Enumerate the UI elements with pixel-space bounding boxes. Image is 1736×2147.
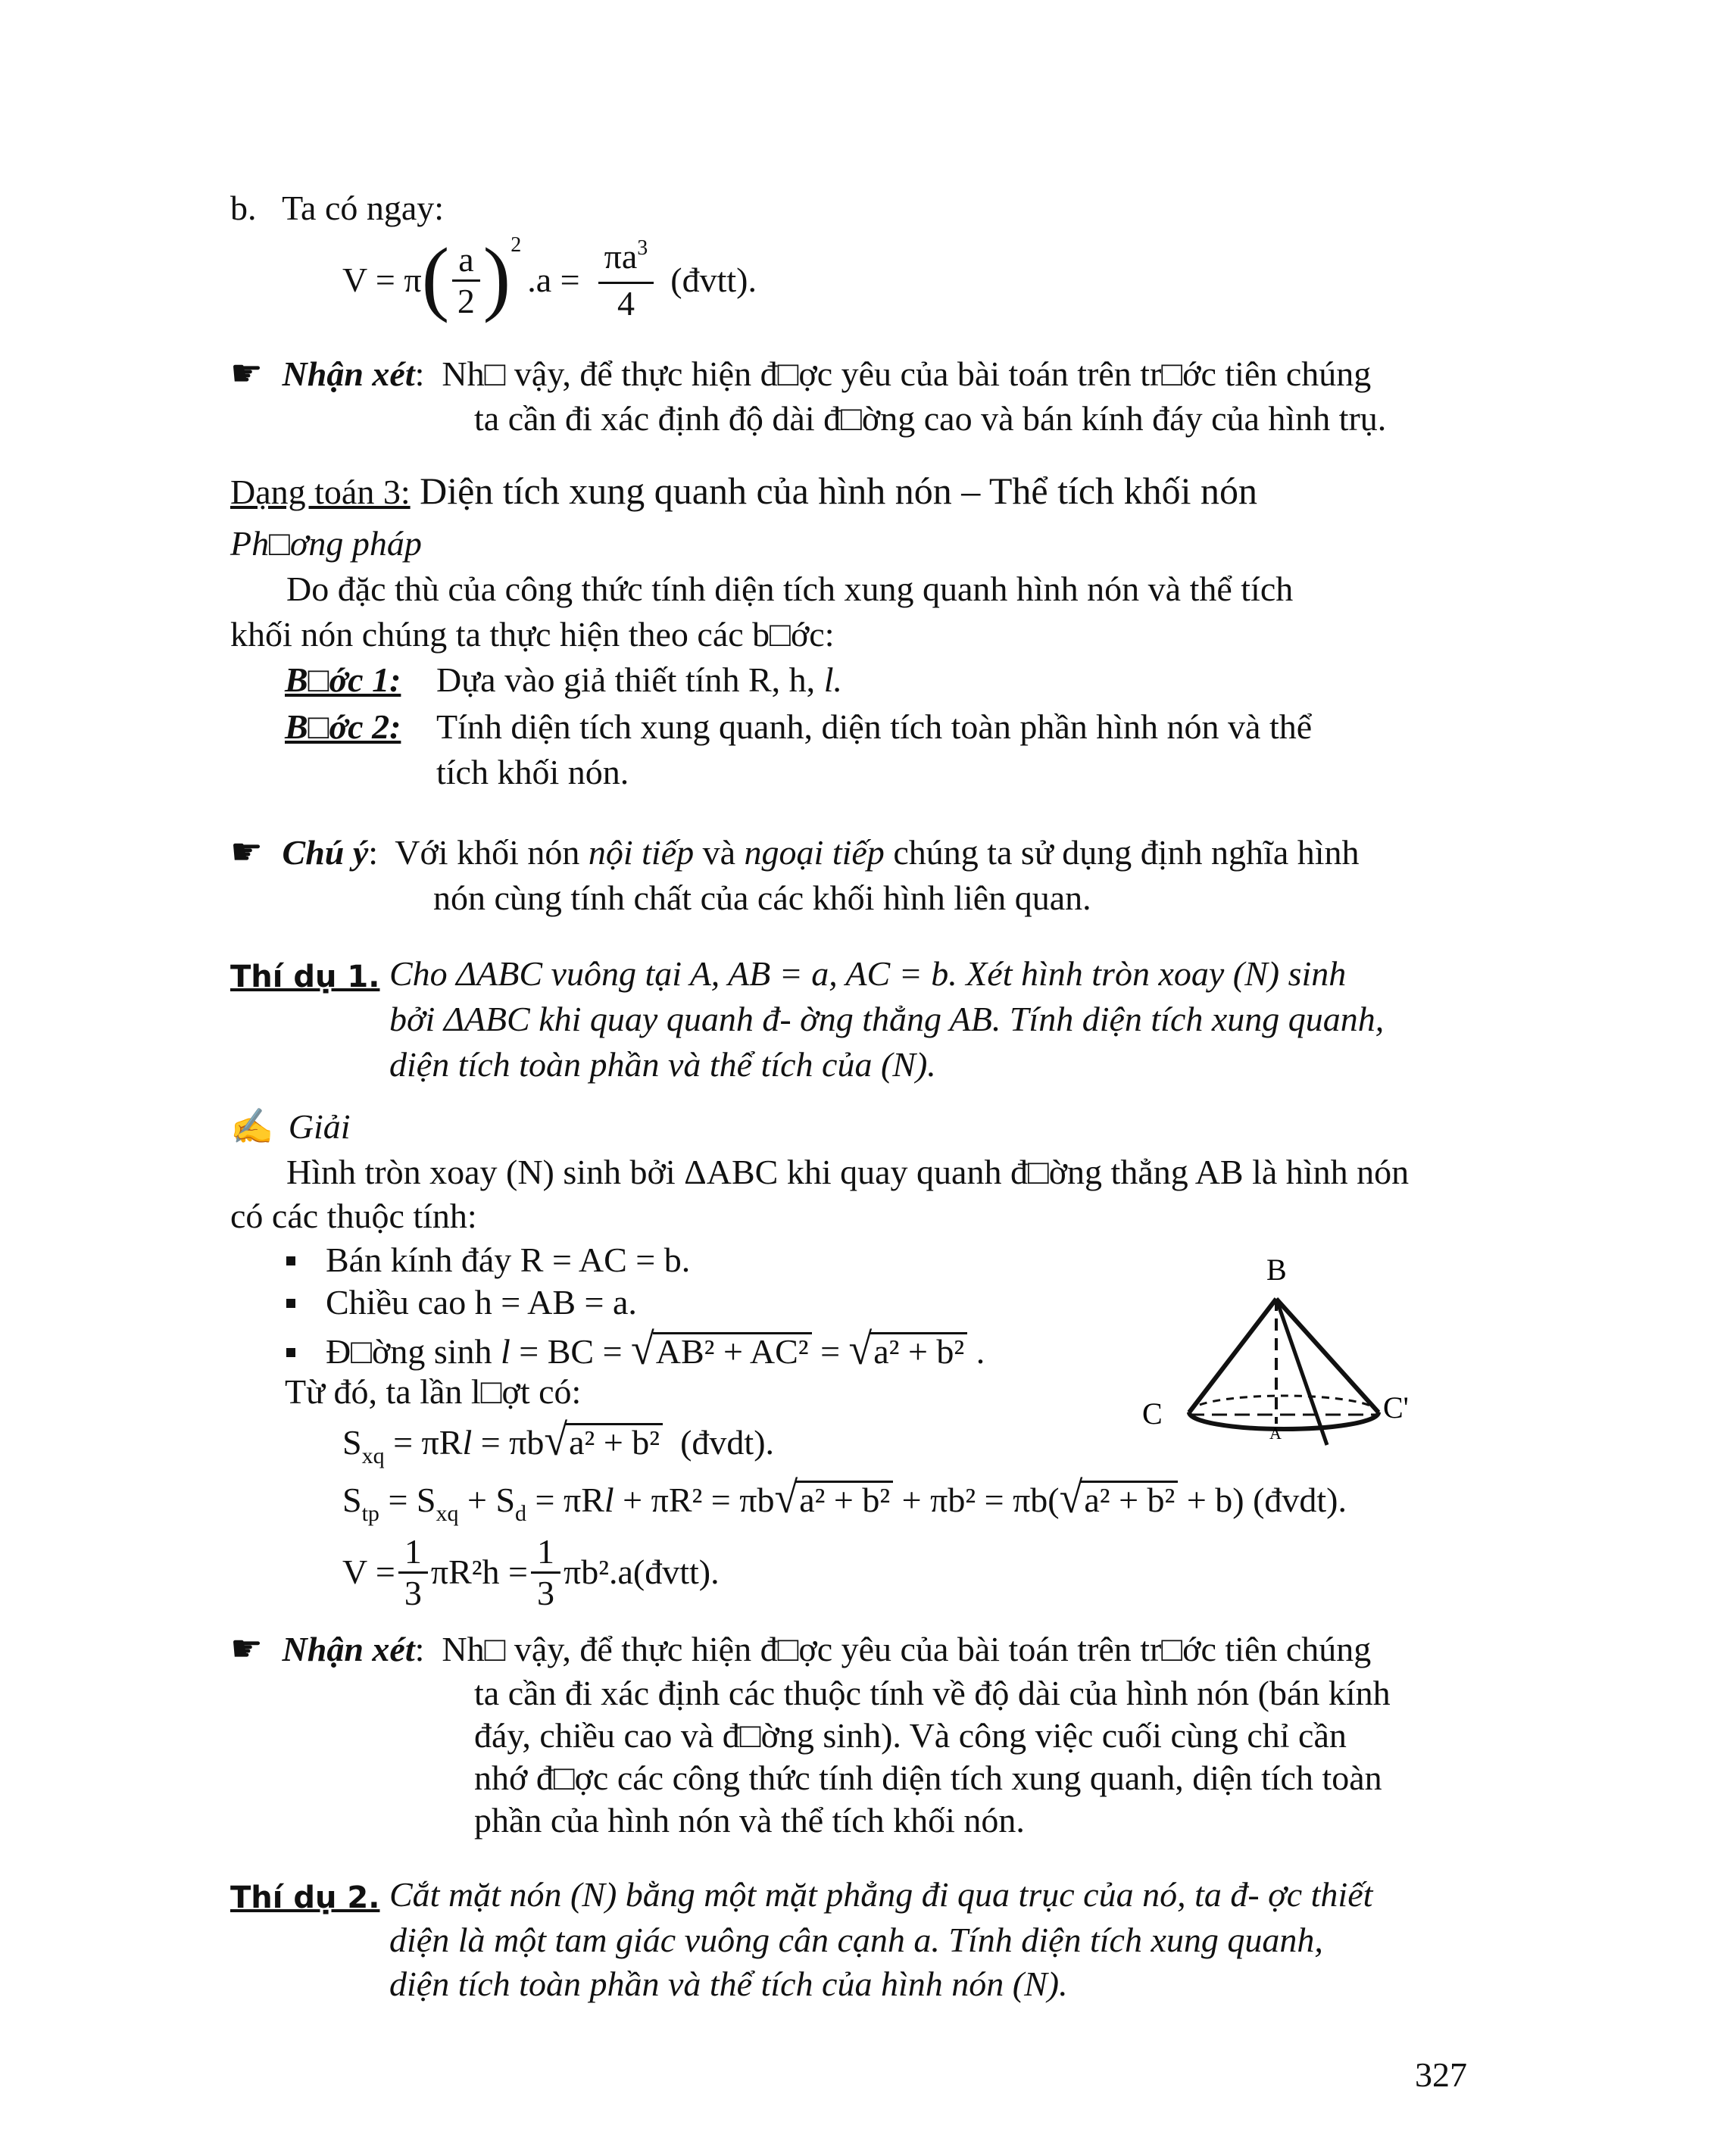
step-2-line1: Tính diện tích xung quanh, diện tích toàn phần hình nón và thể — [436, 707, 1313, 746]
pointing-hand-icon: ☛ — [230, 1629, 264, 1669]
example2-line2: diện là một tam giác vuông cân cạnh a. Tính diện tích xung quanh, — [389, 1921, 1323, 1959]
note-line2: nón cùng tính chất của các khối hình liên quan. — [433, 878, 1091, 917]
writing-hand-icon: ✍ — [230, 1107, 274, 1146]
stp-formula: $S_{tp} = S_{xq} + S_d = \pi Rl + \pi R^2 = \pi b√a^2 + b^2 + \pi b^2 = \pi b(√a^2 + b^2 + b)$ (đvdt). — [342, 1473, 1347, 1526]
label-C: C — [1142, 1396, 1163, 1431]
remark1: ☛ Nhận xét: Nh□ vậy, để thực hiện đ□ợc yêu của bài toán trên tr□ớc tiên chúng — [230, 354, 1372, 394]
example1-line3: diện tích toàn phần và thể tích của (N). — [389, 1045, 936, 1084]
example2-line3: diện tích toàn phần và thể tích của hình nón (N). — [389, 1964, 1068, 2003]
step-2-line2: tích khối nón. — [436, 753, 629, 791]
pointing-hand-icon: ☛ — [230, 832, 264, 872]
volume-formula: V = π ( $\frac{a}{2}$ ) 2 .a = $\frac{\pi a^3}{4}$ (đvtt). — [342, 231, 757, 323]
note: ☛ Chú ý: Với khối nón nội tiếp và ngoại tiếp chúng ta sử dụng định nghĩa hình — [230, 832, 1360, 872]
solution-then: Từ đó, ta lần l□ợt có: — [285, 1372, 582, 1411]
label-B: B — [1266, 1253, 1287, 1287]
solution-line2: có các thuộc tính: — [230, 1197, 477, 1235]
example2-label: Thí dụ 2. — [230, 1880, 380, 1915]
step-1: B□ớc 1: — [285, 660, 401, 699]
remark2-line5: phần của hình nón và thể tích khối nón. — [474, 1801, 1025, 1840]
step-2: B□ớc 2: — [285, 707, 401, 746]
step-1-text: Dựa vào giả thiết tính R, h, l. — [436, 660, 842, 699]
page-number: 327 — [1415, 2055, 1467, 2094]
remark2-line4: nhớ đ□ợc các công thức tính diện tích xung quanh, diện tích toàn — [474, 1758, 1382, 1797]
bullet-3: Đ□ờng sinh l = BC = √AB² + AC² = √a² + b² . — [286, 1328, 985, 1373]
label-A: A — [1269, 1424, 1282, 1443]
example1-line1: Cho ΔABC vuông tại A, AB = a, AC = b. Xét hình tròn xoay (N) sinh — [389, 954, 1347, 993]
label-Cp: C' — [1383, 1390, 1409, 1425]
sxq-formula: $S_{xq} = \pi Rl = \pi b√a^2 + b^2$ (đvdt). — [342, 1415, 775, 1468]
pointing-hand-icon: ☛ — [230, 354, 264, 394]
method-intro-1: Do đặc thù của công thức tính diện tích xung quanh hình nón và thể tích — [286, 570, 1294, 608]
method-intro-2: khối nón chúng ta thực hiện theo các b□ớc: — [230, 615, 835, 654]
example1-label: Thí dụ 1. — [230, 960, 380, 994]
solution-label: ✍ Giải — [230, 1107, 351, 1146]
remark2-line2: ta cần đi xác định các thuộc tính về độ dài của hình nón (bán kính — [474, 1674, 1391, 1712]
remark2-line3: đáy, chiều cao và đ□ờng sinh). Và công việc cuối cùng chỉ cần — [474, 1716, 1347, 1755]
cone-figure — [1129, 1242, 1432, 1484]
method-label: Ph□ơng pháp — [230, 524, 422, 563]
example1-line2: bởi ΔABC khi quay quanh đ- ờng thẳng AB. Tính diện tích xung quanh, — [389, 1000, 1385, 1038]
example2-line1: Cắt mặt nón (N) bằng một mặt phẳng đi qua trục của nó, ta đ- ợc thiết — [389, 1875, 1373, 1914]
remark2: ☛ Nhận xét: Nh□ vậy, để thực hiện đ□ợc yêu của bài toán trên tr□ớc tiên chúng — [230, 1629, 1372, 1669]
section-heading: Dạng toán 3: Diện tích xung quanh của hình nón – Thể tích khối nón — [230, 470, 1257, 512]
solution-line1: Hình tròn xoay (N) sinh bởi ΔABC khi quay quanh đ□ờng thẳng AB là hình nón — [286, 1153, 1410, 1191]
remark1-line2: ta cần đi xác định độ dài đ□ờng cao và bán kính đáy của hình trụ. — [474, 399, 1387, 438]
part-b-label: b. Ta có ngay: — [230, 189, 445, 227]
bullet-1: Bán kính đáy R = AC = b. — [286, 1239, 690, 1281]
v-formula: V = $\frac{1}{3}$ πR²h = $\frac{1}{3}$ πb².a(đvtt). — [342, 1531, 720, 1612]
bullet-2: Chiều cao h = AB = a. — [286, 1281, 637, 1324]
